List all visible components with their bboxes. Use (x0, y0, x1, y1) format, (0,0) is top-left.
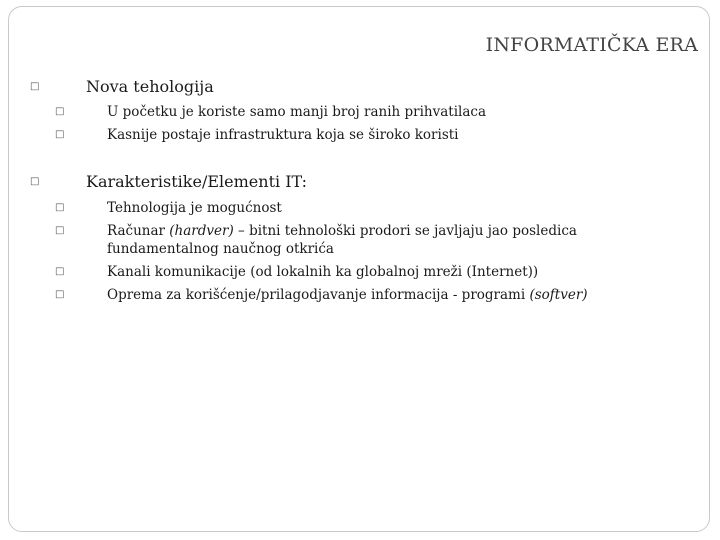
section-heading-text: Karakteristike/Elementi IT: (86, 172, 308, 191)
bullet-icon: □ (55, 202, 65, 213)
bullet-icon: □ (30, 176, 40, 187)
list-item (0, 126, 720, 144)
bullet-icon: □ (55, 225, 65, 236)
text-run: Oprema za korišćenje/prilagodjavanje informacija - programi (107, 287, 530, 303)
section-heading-text: Nova tehologija (86, 77, 214, 96)
text-run-italic: (softver) (529, 287, 588, 303)
list-item (0, 199, 720, 217)
text-run: Računar (107, 223, 170, 239)
bullet-icon: □ (55, 129, 65, 140)
section-heading-1 (0, 78, 720, 96)
list-item (0, 103, 720, 121)
text-run: – bitni tehnološki prodori se javljaju jao posledica fundamentalnog naučnog otkrića (107, 223, 577, 257)
list-item-text (107, 286, 667, 304)
bullet-icon: □ (55, 106, 65, 117)
list-item (0, 286, 720, 304)
list-item-text: Kasnije postaje infrastruktura koja se široko koristi (107, 127, 459, 143)
list-item-text: Tehnologija je mogućnost (107, 200, 282, 216)
bullet-icon: □ (30, 81, 40, 92)
list-item-text: U početku je koriste samo manji broj ranih prihvatilaca (107, 104, 486, 120)
bullet-icon: □ (55, 266, 65, 277)
list-item (0, 263, 720, 281)
section-heading-2 (0, 173, 720, 191)
slide-title: INFORMATIČKA ERA (485, 34, 698, 56)
list-item (0, 222, 720, 258)
bullet-icon: □ (55, 289, 65, 300)
text-run-italic: (hardver) (169, 223, 234, 239)
list-item-text: Kanali komunikacije (od lokalnih ka globalnoj mreži (Internet)) (107, 264, 539, 280)
list-item-text (107, 222, 667, 258)
